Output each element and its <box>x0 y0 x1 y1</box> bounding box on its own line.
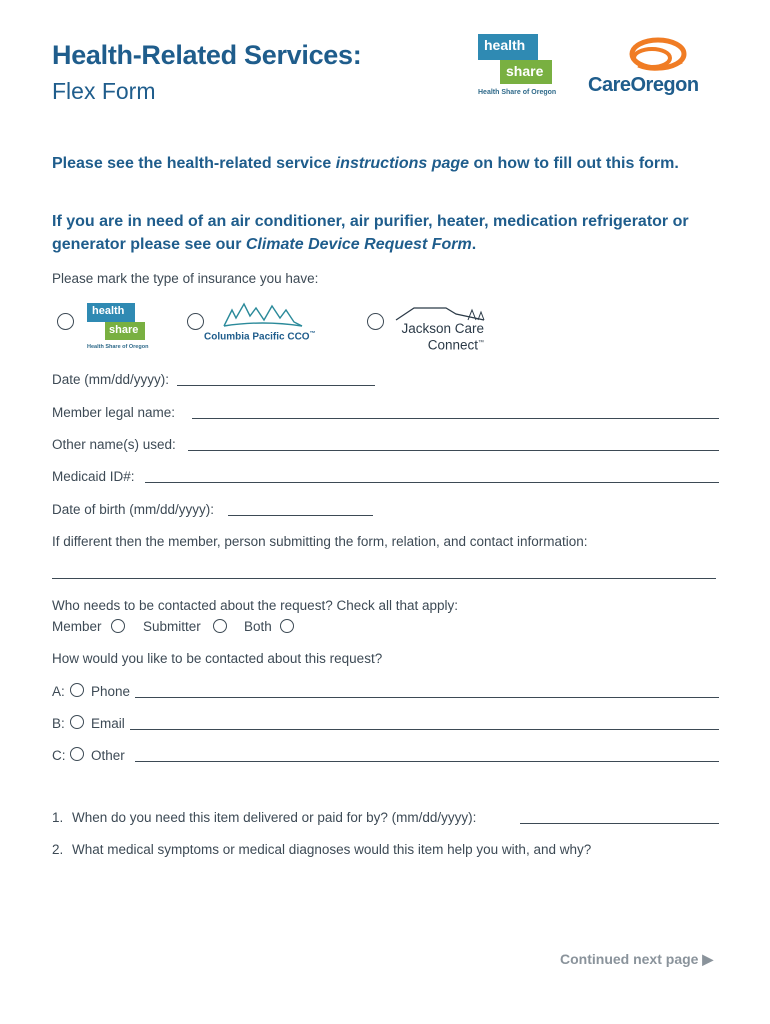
contact-how-email-radio[interactable] <box>70 715 84 729</box>
other-names-label: Other name(s) used: <box>52 437 176 452</box>
medicaid-id-label: Medicaid ID#: <box>52 469 135 484</box>
health-share-logo-line2: share <box>506 63 544 79</box>
careoregon-logo-text: CareOregon <box>588 74 699 96</box>
member-name-label: Member legal name: <box>52 405 176 420</box>
instructions-paragraph-1: Please see the health-related service instructions page on how to fill out this form. <box>52 155 679 172</box>
insurance-radio-health-share[interactable] <box>57 313 74 330</box>
contact-how-question: How would you like to be contacted about this request? <box>52 651 383 666</box>
health-share-logo-caption: Health Share of Oregon <box>478 89 557 96</box>
instructions-paragraph-2: If you are in need of an air conditioner, air purifier, heater, medication refrigerator or generator please see our Climate Device Request Form. <box>52 213 689 253</box>
contact-email-field[interactable] <box>130 729 719 730</box>
page-subtitle: Flex Form <box>52 78 156 104</box>
question-1-text: When do you need this item delivered or paid for by? (mm/dd/yyyy): <box>72 810 477 825</box>
jackson-care-mountain-icon <box>394 304 486 322</box>
insurance-logo-columbia-pacific: Columbia Pacific CCO™ <box>204 331 316 343</box>
question-2-number: 2. <box>52 842 64 857</box>
health-share-logo-line1: health <box>484 37 526 53</box>
question-1-date-field[interactable] <box>520 823 719 824</box>
contact-how-a-prefix: A: <box>52 684 65 699</box>
health-share-logo <box>478 34 560 102</box>
dob-label: Date of birth (mm/dd/yyyy): <box>52 502 215 517</box>
date-field[interactable] <box>177 385 375 386</box>
other-names-field[interactable] <box>188 450 719 451</box>
question-1-number: 1. <box>52 810 64 825</box>
instructions-page-link[interactable]: instructions page <box>335 155 470 172</box>
dob-field[interactable] <box>228 515 373 516</box>
contact-who-question: Who needs to be contacted about the request? Check all that apply: <box>52 598 459 613</box>
insurance-radio-columbia-pacific[interactable] <box>187 313 204 330</box>
submitter-info-field[interactable] <box>52 578 716 579</box>
member-name-field[interactable] <box>192 418 719 419</box>
careoregon-logo <box>586 36 720 102</box>
contact-how-email-label: Email <box>91 716 125 731</box>
contact-who-both-radio[interactable] <box>280 619 294 633</box>
continued-next-page: Continued next page ▶ <box>560 951 714 967</box>
columbia-pacific-trees-icon <box>222 300 304 330</box>
insurance-radio-jackson-care[interactable] <box>367 313 384 330</box>
contact-who-submitter-radio[interactable] <box>213 619 227 633</box>
careoregon-mark-icon <box>586 36 720 76</box>
submitter-info-label: If different then the member, person submitting the form, relation, and contact information: <box>52 534 588 549</box>
question-2-text: What medical symptoms or medical diagnoses would this item help you with, and why? <box>72 842 592 857</box>
contact-who-both-label: Both <box>244 619 272 634</box>
contact-who-member-radio[interactable] <box>111 619 125 633</box>
page-title: Health-Related Services: <box>52 40 362 70</box>
contact-phone-field[interactable] <box>135 697 719 698</box>
insurance-prompt: Please mark the type of insurance you have: <box>52 271 319 286</box>
contact-other-field[interactable] <box>135 761 719 762</box>
insurance-logo-jackson-care: Jackson Care Connect™ <box>401 321 484 353</box>
contact-how-phone-radio[interactable] <box>70 683 84 697</box>
climate-device-form-link[interactable]: Climate Device Request Form <box>245 236 472 253</box>
contact-who-submitter-label: Submitter <box>143 619 201 634</box>
contact-who-member-label: Member <box>52 619 102 634</box>
insurance-logo-health-share: health share Health Share of Oregon <box>87 305 149 350</box>
date-label: Date (mm/dd/yyyy): <box>52 372 170 387</box>
contact-how-phone-label: Phone <box>91 684 131 699</box>
contact-how-other-radio[interactable] <box>70 747 84 761</box>
medicaid-id-field[interactable] <box>145 482 719 483</box>
contact-how-c-prefix: C: <box>52 748 66 763</box>
contact-how-b-prefix: B: <box>52 716 65 731</box>
contact-how-other-label: Other <box>91 748 125 763</box>
